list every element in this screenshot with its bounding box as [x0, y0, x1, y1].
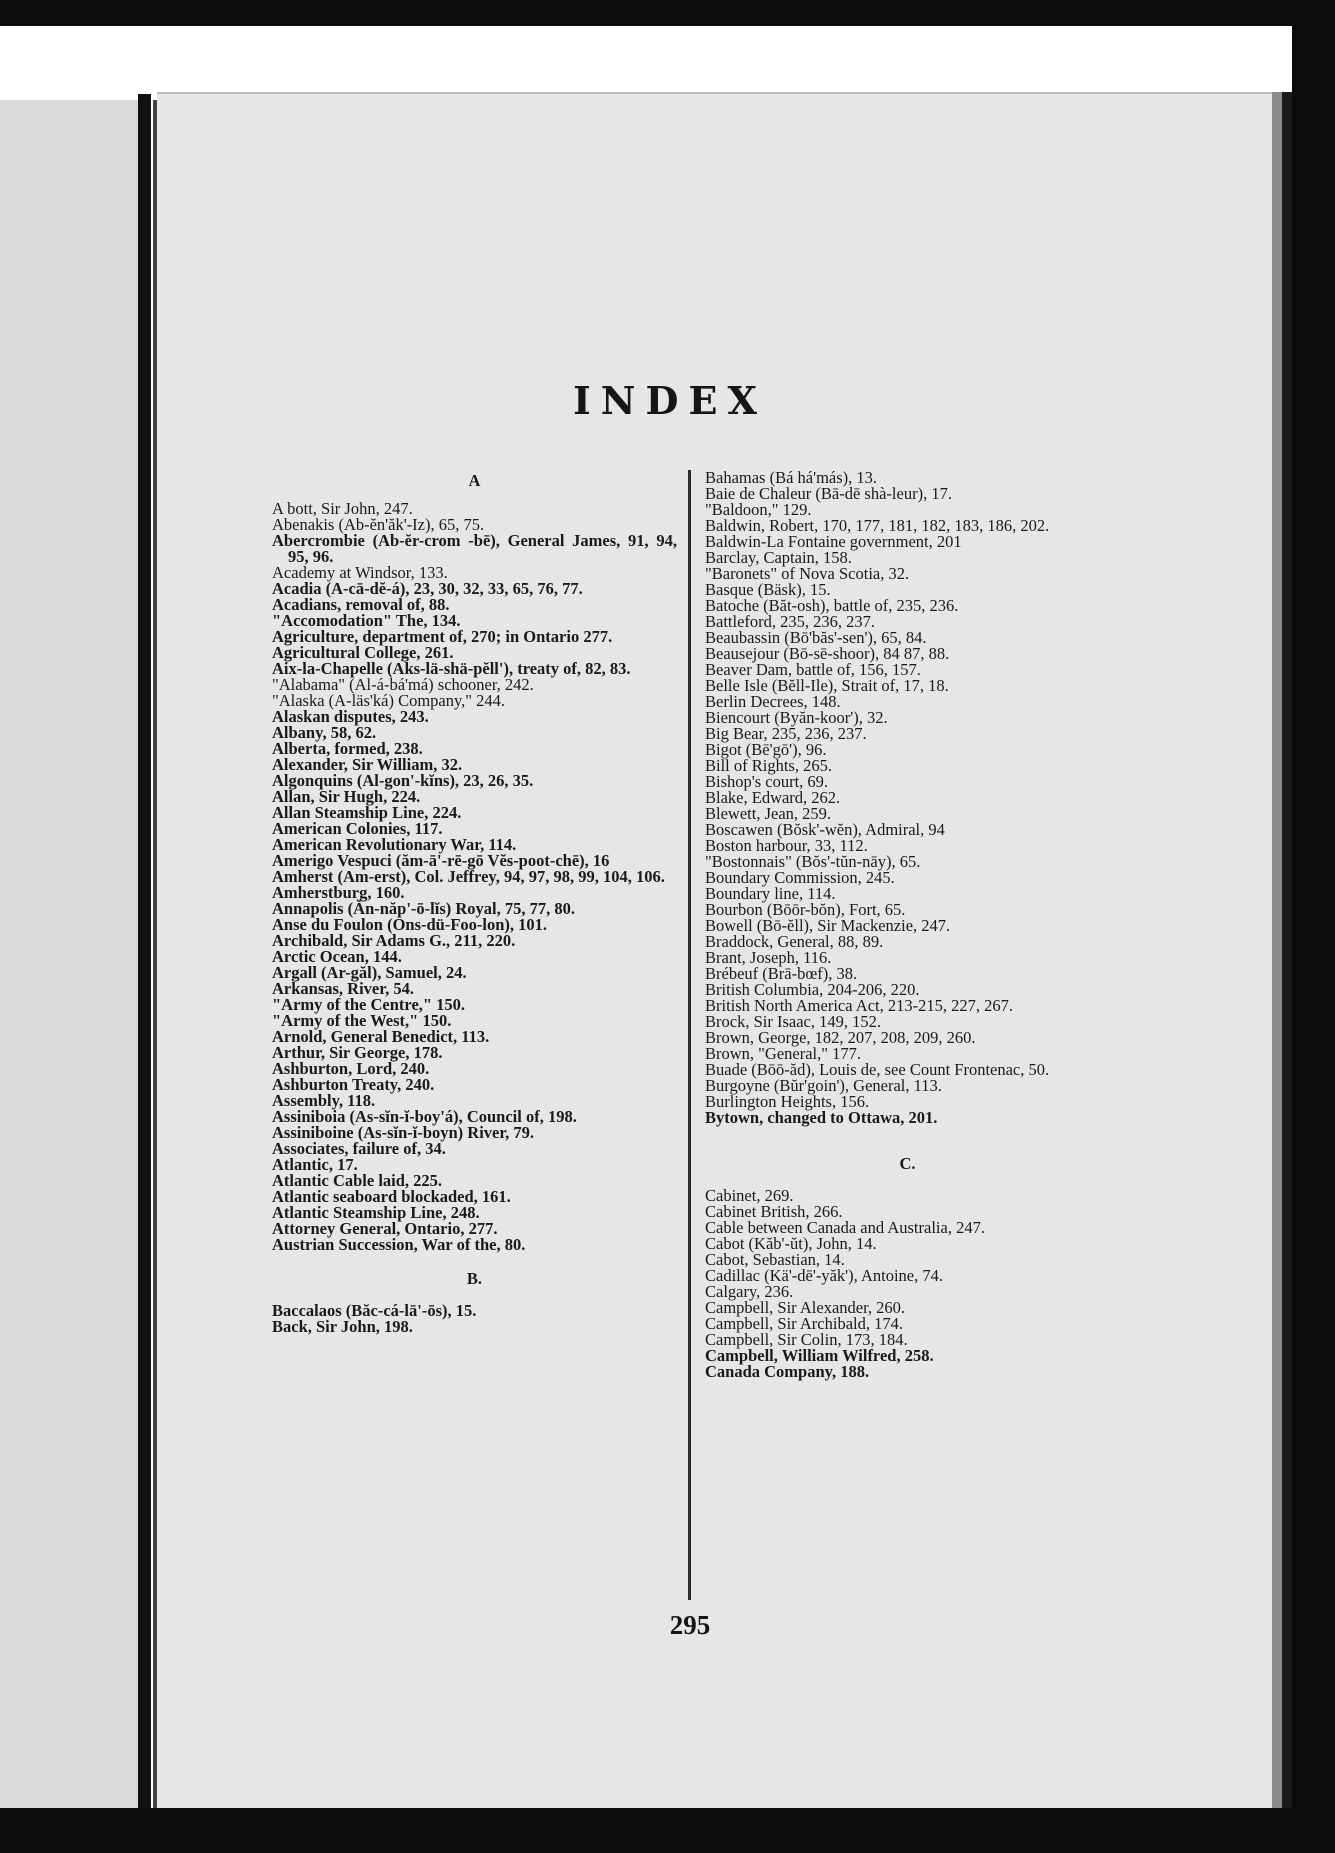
index-entry: Archibald, Sir Adams G., 211, 220.: [272, 931, 516, 950]
film-border-bottom: [0, 1808, 1335, 1853]
index-entry: Assembly, 118.: [272, 1091, 376, 1110]
index-entry: Brock, Sir Isaac, 149, 152.: [705, 1012, 881, 1031]
film-border-right: [1292, 0, 1335, 1853]
index-column-right: [705, 470, 1110, 1380]
index-entry: Arkansas, River, 54.: [272, 979, 414, 998]
index-entry: "Army of the Centre," 150.: [272, 995, 466, 1014]
index-entry: Baldwin, Robert, 170, 177, 181, 182, 183, 186, 202.: [705, 516, 1050, 535]
index-entry: Atlantic Steamship Line, 248.: [272, 1203, 480, 1222]
index-entry: Algonquins (Al-gon'-kĭns), 23, 26, 35.: [272, 771, 534, 790]
index-entry: Atlantic, 17.: [272, 1155, 358, 1174]
index-entry: Assiniboine (As-sĭn-ĭ-boyn) River, 79.: [272, 1123, 535, 1142]
entries-a: [272, 501, 677, 1253]
index-entry: Batoche (Băt-osh), battle of, 235, 236.: [705, 596, 959, 615]
entries-b-continued: [705, 470, 1110, 1126]
index-entry: Ashburton, Lord, 240.: [272, 1059, 430, 1078]
index-entry: Attorney General, Ontario, 277.: [272, 1219, 498, 1238]
index-entry: Brébeuf (Brā-bœf), 38.: [705, 964, 858, 983]
index-entry: Arnold, General Benedict, 113.: [272, 1027, 490, 1046]
index-entry: Ashburton Treaty, 240.: [272, 1075, 435, 1094]
index-entry: British North America Act, 213-215, 227, 267.: [705, 996, 1013, 1015]
index-entry: Alaskan disputes, 243.: [272, 707, 429, 726]
film-border-top: [0, 0, 1335, 26]
index-entry: Abenakis (Ab-ĕn'ăk'-Iz), 65, 75.: [272, 515, 485, 534]
entries-c: [705, 1188, 1110, 1380]
index-entry: Bytown, changed to Ottawa, 201.: [705, 1108, 938, 1127]
index-entry: Blake, Edward, 262.: [705, 788, 841, 807]
index-entry: Arctic Ocean, 144.: [272, 947, 402, 966]
index-entry: Beausejour (Bō-sē-shoor), 84 87, 88.: [705, 644, 950, 663]
section-heading-a: A: [468, 471, 481, 490]
index-entry: American Colonies, 117.: [272, 819, 443, 838]
index-entry: Burlington Heights, 156.: [705, 1092, 870, 1111]
index-entry: Basque (Bäsk), 15.: [705, 580, 831, 599]
index-entry: Acadians, removal of, 88.: [272, 595, 450, 614]
index-entry: Brown, George, 182, 207, 208, 209, 260.: [705, 1028, 976, 1047]
index-entry: Boundary Commission, 245.: [705, 868, 895, 887]
index-entry: Atlantic seaboard blockaded, 161.: [272, 1187, 511, 1206]
index-entry: Amherst (Am-erst), Col. Jeffrey, 94, 97, 98, 99, 104, 106.: [272, 867, 665, 886]
column-divider: [688, 470, 691, 1600]
index-entry: Blewett, Jean, 259.: [705, 804, 832, 823]
index-entry: Braddock, General, 88, 89.: [705, 932, 884, 951]
index-entry: "Baronets" of Nova Scotia, 32.: [705, 564, 910, 583]
index-entry: "Alabama" (Al-á-bá'má) schooner, 242.: [272, 675, 534, 694]
index-entry: Beaubassin (Bō'băs'-sen'), 65, 84.: [705, 628, 927, 647]
index-entry: Alexander, Sir William, 32.: [272, 755, 463, 774]
index-entry: American Revolutionary War, 114.: [272, 835, 517, 854]
index-entry: Assiniboia (As-sĭn-ĭ-boy'á), Council of, 198.: [272, 1107, 577, 1126]
index-entry: Boston harbour, 33, 112.: [705, 836, 868, 855]
index-entry: Back, Sir John, 198.: [272, 1317, 413, 1336]
index-entry: Argall (Ar-găl), Samuel, 24.: [272, 963, 467, 982]
index-column-left: [272, 473, 677, 1335]
index-entry: Bahamas (Bá há'más), 13.: [705, 468, 878, 487]
index-entry: Alberta, formed, 238.: [272, 739, 423, 758]
page-number: 295: [669, 1610, 711, 1640]
index-entry: "Army of the West," 150.: [272, 1011, 452, 1030]
index-entry: Cable between Canada and Australia, 247.: [705, 1218, 985, 1237]
index-entry: Arthur, Sir George, 178.: [272, 1043, 443, 1062]
index-entry: Bowell (Bō-ĕll), Sir Mackenzie, 247.: [705, 916, 951, 935]
index-entry: Amerigo Vespuci (ăm-ā'-rē-gō Vĕs-poot-chē), 16: [272, 851, 610, 870]
index-entry: Anse du Foulon (Ons-dü-Foo-lon), 101.: [272, 915, 548, 934]
index-entry: Cadillac (Kä'-dē'-yăk'), Antoine, 74.: [705, 1266, 944, 1285]
index-entry: Biencourt (Byăn-koor'), 32.: [705, 708, 888, 727]
index-entry: Canada Company, 188.: [705, 1362, 870, 1381]
index-entry: Big Bear, 235, 236, 237.: [705, 724, 867, 743]
index-entry: Beaver Dam, battle of, 156, 157.: [705, 660, 921, 679]
page-title: INDEX: [573, 378, 767, 423]
section-heading-b: B.: [466, 1269, 483, 1288]
binding-edge: [138, 94, 151, 1808]
index-entry: Burgoyne (Bŭr'goin'), General, 113.: [705, 1076, 942, 1095]
index-entry: Allan Steamship Line, 224.: [272, 803, 462, 822]
index-entry: Berlin Decrees, 148.: [705, 692, 841, 711]
index-entry: A bott, Sir John, 247.: [272, 499, 413, 518]
index-entry: Bigot (Bē'gō'), 96.: [705, 740, 827, 759]
index-entry: Atlantic Cable laid, 225.: [272, 1171, 443, 1190]
index-entry: Brown, "General," 177.: [705, 1044, 861, 1063]
index-entry: Bishop's court, 69.: [705, 772, 829, 791]
index-entry: British Columbia, 204-206, 220.: [705, 980, 920, 999]
index-entry: "Baldoon," 129.: [705, 500, 812, 519]
index-entry: Bill of Rights, 265.: [705, 756, 832, 775]
index-entry: Acadia (A-cā-dĕ-á), 23, 30, 32, 33, 65, 76, 77.: [272, 579, 583, 598]
entries-b-start: [272, 1303, 677, 1335]
index-entry: Aix-la-Chapelle (Aks-lä-shä-pĕll'), treaty of, 82, 83.: [272, 659, 631, 678]
index-entry: Campbell, Sir Alexander, 260.: [705, 1298, 906, 1317]
index-entry: Buade (Bōō-ăd), Louis de, see Count Frontenac, 50.: [705, 1060, 1050, 1079]
index-entry: Cabinet, 269.: [705, 1186, 794, 1205]
index-entry: Brant, Joseph, 116.: [705, 948, 832, 967]
index-entry: Boscawen (Bŏsk'-wĕn), Admiral, 94: [705, 820, 945, 839]
index-entry: Cabot (Kăb'-ŭt), John, 14.: [705, 1234, 877, 1253]
index-entry: Campbell, Sir Archibald, 174.: [705, 1314, 903, 1333]
index-entry: Battleford, 235, 236, 237.: [705, 612, 876, 631]
index-entry: Abercrombie (Ab-ĕr-crom -bē), General James, 91, 94, 95, 96.: [272, 531, 677, 566]
facing-page-strip: [0, 100, 140, 1808]
index-entry: Albany, 58, 62.: [272, 723, 377, 742]
index-entry: "Accomodation" The, 134.: [272, 611, 461, 630]
index-entry: Baccalaos (Băc-cá-lā'-ōs), 15.: [272, 1301, 477, 1320]
page-edge-shadow: [1282, 92, 1292, 1808]
index-entry: Allan, Sir Hugh, 224.: [272, 787, 421, 806]
index-entry: Annapolis (Ăn-năp'-ō-lĭs) Royal, 75, 77, 80.: [272, 899, 576, 918]
index-entry: Calgary, 236.: [705, 1282, 794, 1301]
index-entry: Cabinet British, 266.: [705, 1202, 843, 1221]
index-entry: Belle Isle (Bĕll-Ile), Strait of, 17, 18.: [705, 676, 949, 695]
index-entry: Associates, failure of, 34.: [272, 1139, 446, 1158]
index-entry: "Bostonnais" (Bŏs'-tŭn-nāy), 65.: [705, 852, 921, 871]
index-entry: Bourbon (Bōōr-bŏn), Fort, 65.: [705, 900, 906, 919]
index-entry: Agricultural College, 261.: [272, 643, 454, 662]
index-entry: Austrian Succession, War of the, 80.: [272, 1235, 526, 1254]
index-entry: Campbell, William Wilfred, 258.: [705, 1346, 934, 1365]
index-entry: Baie de Chaleur (Bā-dē shà-leur), 17.: [705, 484, 952, 503]
index-entry: Baldwin-La Fontaine government, 201: [705, 532, 962, 551]
index-entry: Amherstburg, 160.: [272, 883, 405, 902]
section-heading-c: C.: [899, 1154, 916, 1173]
index-entry: Barclay, Captain, 158.: [705, 548, 852, 567]
index-entry: "Alaska (A-läs'ká) Company," 244.: [272, 691, 506, 710]
index-entry: Campbell, Sir Colin, 173, 184.: [705, 1330, 908, 1349]
index-entry: Cabot, Sebastian, 14.: [705, 1250, 845, 1269]
index-entry: Academy at Windsor, 133.: [272, 563, 448, 582]
index-entry: Boundary line, 114.: [705, 884, 836, 903]
index-entry: Agriculture, department of, 270; in Ontario 277.: [272, 627, 613, 646]
